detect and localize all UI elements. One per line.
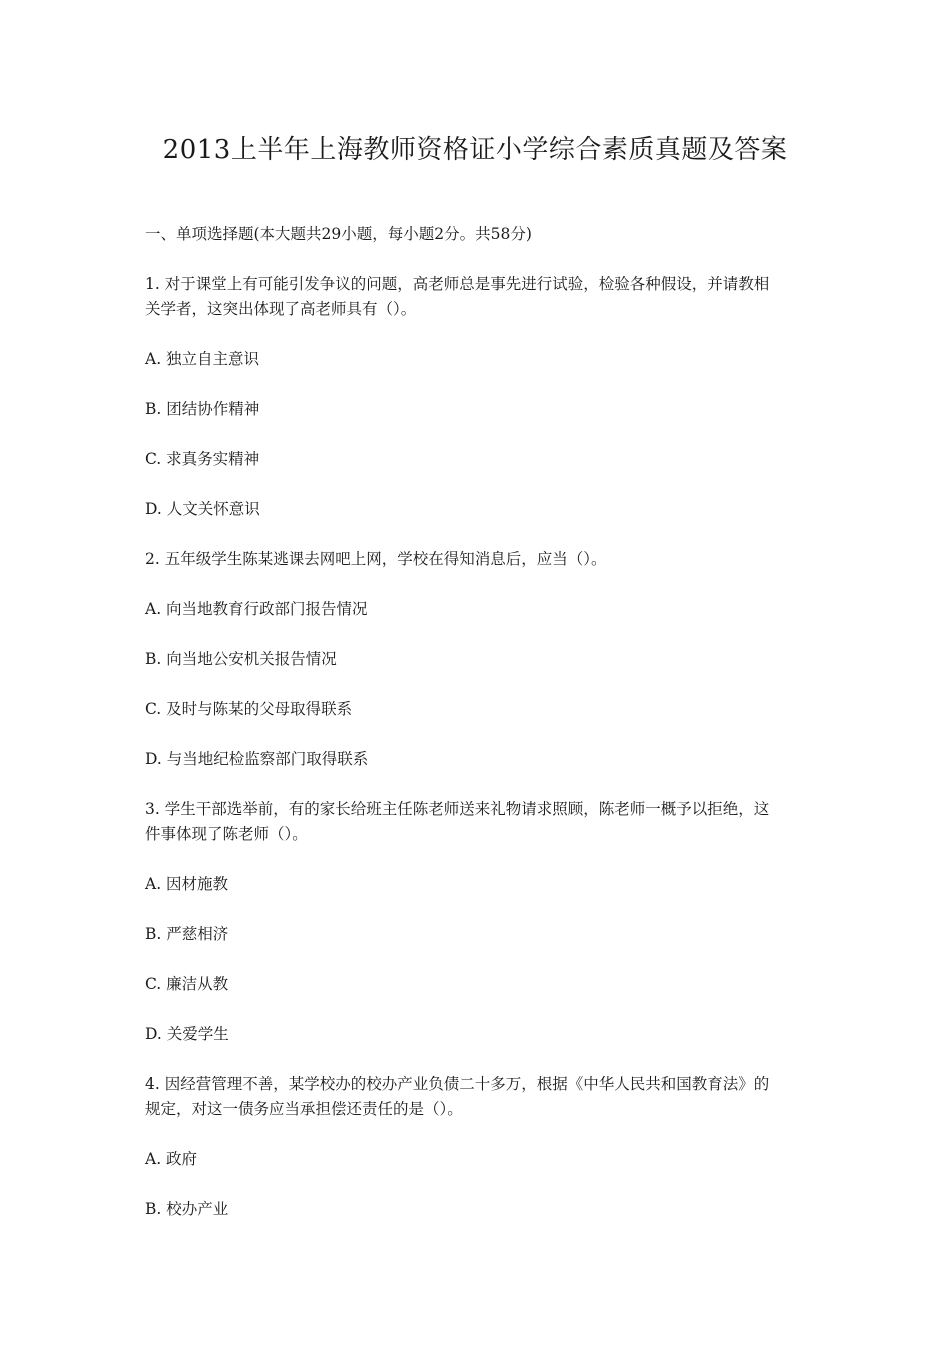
question-1-option-d: D. 人文关怀意识 [145, 500, 260, 518]
question-3-option-a: A. 因材施教 [145, 875, 229, 893]
document-title: 2013上半年上海教师资格证小学综合素质真题及答案 [162, 135, 788, 165]
question-2-stem-line-1: 2. 五年级学生陈某逃课去网吧上网，学校在得知消息后，应当（）。 [145, 550, 607, 568]
question-2-option-c: C. 及时与陈某的父母取得联系 [145, 700, 353, 718]
question-3-stem-line-1: 3. 学生干部选举前，有的家长给班主任陈老师送来礼物请求照顾，陈老师一概予以拒绝，这 [145, 800, 770, 818]
question-1-stem-line-2: 关学者，这突出体现了高老师具有（）。 [145, 300, 417, 318]
question-4-option-b: B. 校办产业 [145, 1200, 229, 1218]
question-4-stem-line-1: 4. 因经营管理不善，某学校办的校办产业负债二十多万，根据《中华人民共和国教育法》的 [145, 1075, 770, 1093]
question-2-option-d: D. 与当地纪检监察部门取得联系 [145, 750, 369, 768]
question-3-option-d: D. 关爱学生 [145, 1025, 229, 1043]
question-3-option-b: B. 严慈相济 [145, 925, 229, 943]
question-1-option-c: C. 求真务实精神 [145, 450, 260, 468]
question-2-option-b: B. 向当地公安机关报告情况 [145, 650, 337, 668]
question-4-option-a: A. 政府 [145, 1150, 198, 1168]
question-3-stem-line-2: 件事体现了陈老师（）。 [145, 825, 308, 843]
question-4-stem-line-2: 规定，对这一债务应当承担偿还责任的是（）。 [145, 1100, 463, 1118]
question-3-option-c: C. 廉洁从教 [145, 975, 229, 993]
question-1-option-b: B. 团结协作精神 [145, 400, 260, 418]
question-1-stem-line-1: 1. 对于课堂上有可能引发争议的问题，高老师总是事先进行试验，检验各种假设，并请教相 [145, 275, 770, 293]
question-1-option-a: A. 独立自主意识 [145, 350, 260, 368]
question-2-option-a: A. 向当地教育行政部门报告情况 [145, 600, 368, 618]
section-heading: 一、单项选择题(本大题共29小题，每小题2分。共58分) [145, 225, 532, 243]
